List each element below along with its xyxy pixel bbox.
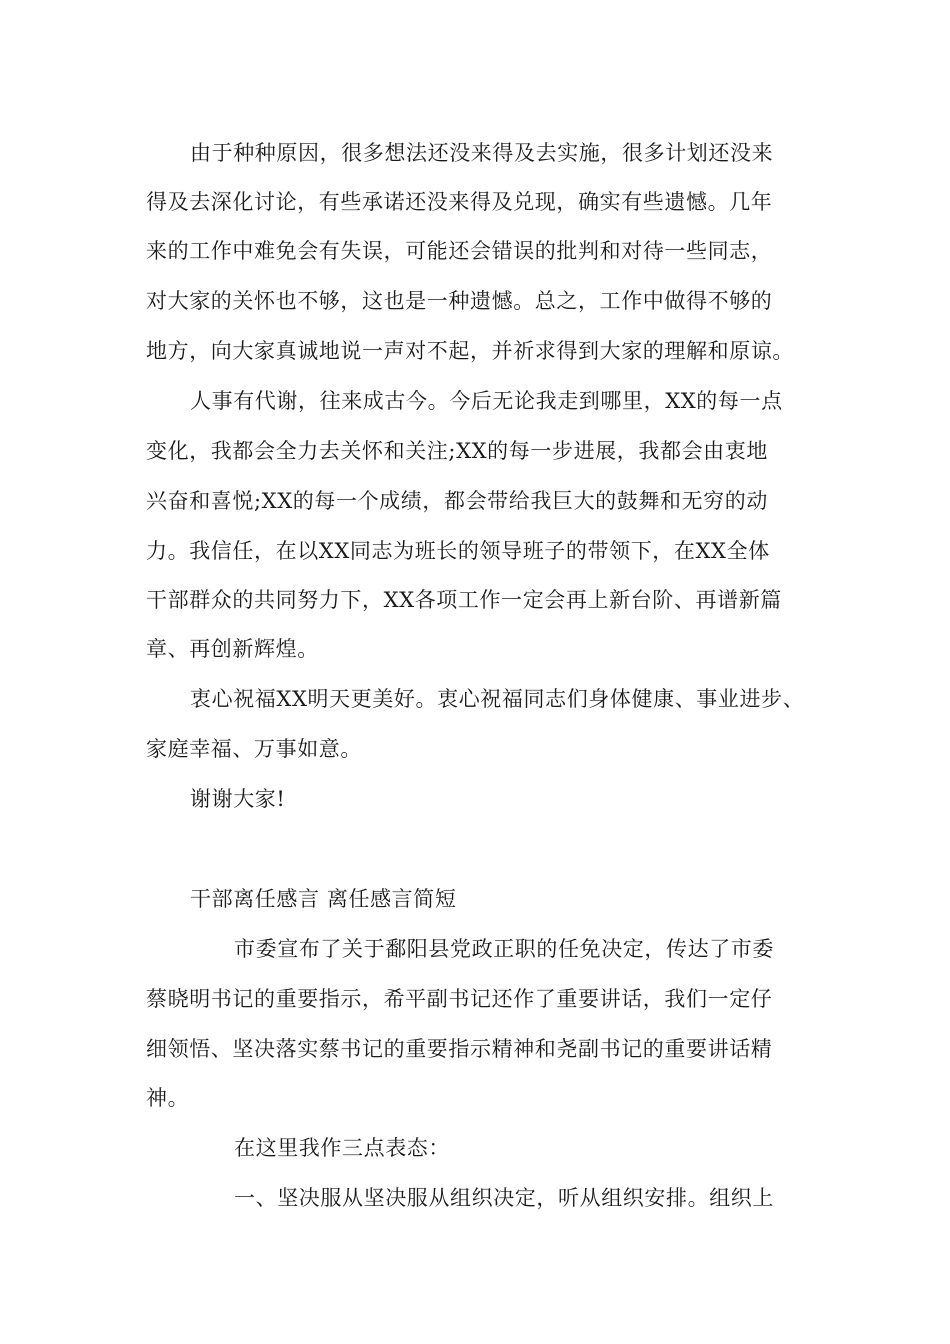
paragraph-line: 市委宣布了关于鄱阳县党政正职的任免决定，传达了市委 [234,937,774,961]
paragraph-line: 章、再创新辉煌。 [146,637,319,661]
paragraph-line: 力。我信任，在以XX同志为班长的领导班子的带领下，在XX全体 [146,539,770,563]
paragraph-line: 衷心祝福XX明天更美好。衷心祝福同志们身体健康、事业进步、 [190,687,805,711]
paragraph-line: 兴奋和喜悦;XX的每一个成绩，都会带给我巨大的鼓舞和无穷的动 [146,489,768,513]
paragraph-line: 由于种种原因，很多想法还没来得及去实施，很多计划还没来 [190,141,774,165]
paragraph-line: 得及去深化讨论，有些承诺还没来得及兑现，确实有些遗憾。几年 [146,190,773,214]
paragraph-line: 地方，向大家真诚地说一声对不起，并祈求得到大家的理解和原谅。 [146,339,794,363]
section-heading: 干部离任感言 离任感言简短 [190,887,457,911]
paragraph-line: 一、坚决服从坚决服从组织决定，听从组织安排。组织上 [234,1186,774,1210]
paragraph-line: 变化，我都会全力去关怀和关注;XX的每一步进展，我都会由衷地 [146,439,768,463]
paragraph-line: 来的工作中难免会有失误，可能还会错误的批判和对待一些同志， [146,239,773,263]
paragraph-line: 对大家的关怀也不够，这也是一种遗憾。总之，工作中做得不够的 [146,289,773,313]
paragraph-line: 蔡晓明书记的重要指示，希平副书记还作了重要讲话，我们一定仔 [146,987,773,1011]
paragraph-line: 神。 [146,1086,190,1110]
paragraph-line: 家庭幸福、万事如意。 [146,737,362,761]
paragraph-line: 人事有代谢，往来成古今。今后无论我走到哪里，XX的每一点 [190,389,783,413]
paragraph-line: 干部群众的共同努力下，XX各项工作一定会再上新台阶、再谱新篇 [146,588,782,612]
paragraph-line: 在这里我作三点表态： [234,1136,450,1160]
paragraph-line: 细领悟、坚决落实蔡书记的重要指示精神和尧副书记的重要讲话精 [146,1037,773,1061]
closing-line: 谢谢大家! [190,787,286,811]
